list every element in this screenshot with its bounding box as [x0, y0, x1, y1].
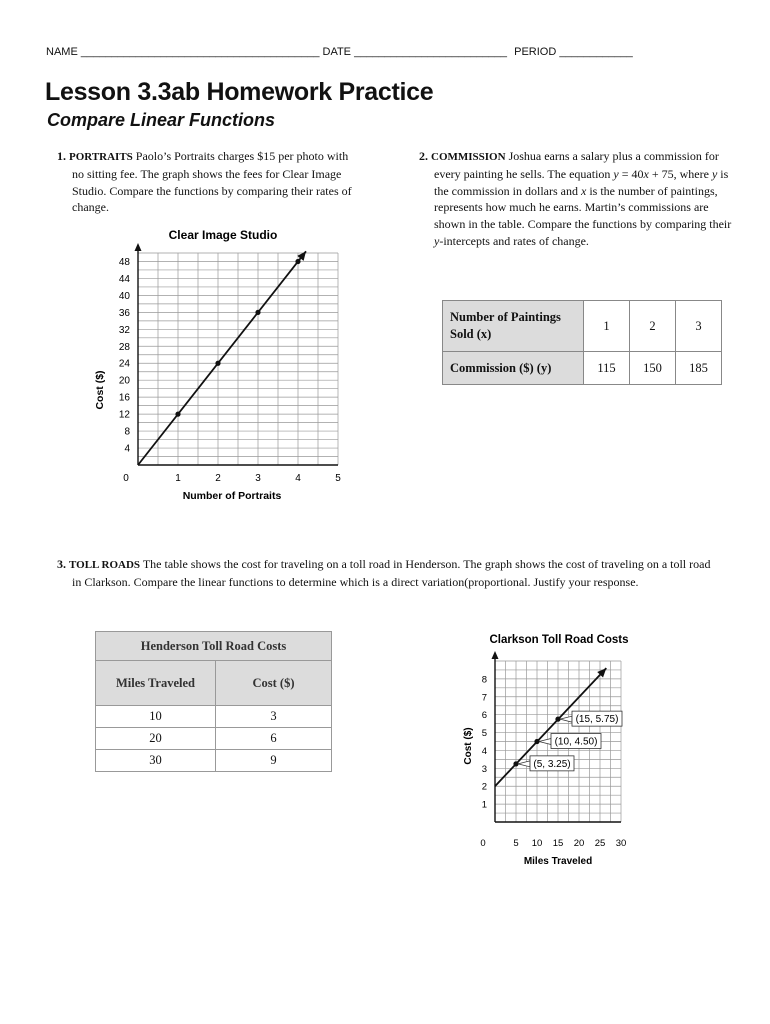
paintings-value: 1: [584, 301, 630, 352]
x-tick-label: 10: [531, 838, 543, 849]
var-y: y: [711, 166, 718, 181]
callout-pointer: [560, 716, 572, 722]
y-axis-arrow: [135, 243, 142, 251]
problem-1-number: 1.: [57, 149, 66, 163]
page-subtitle: Compare Linear Functions: [47, 110, 276, 130]
x-axis-label: Miles Traveled: [523, 856, 593, 867]
commission-value: 185: [676, 352, 722, 385]
problem-3-number: 3.: [57, 557, 66, 571]
callout-pointer: [518, 761, 530, 767]
y-tick-labels: [119, 257, 131, 455]
page-title: Lesson 3.3ab Homework Practice: [45, 78, 434, 106]
series-line-segment: [138, 251, 306, 465]
y-axis-arrow: [492, 651, 499, 659]
problem-2-text-d: -intercepts and rates of change.: [439, 233, 589, 248]
x-tick-label: 0: [123, 473, 129, 484]
cost-header: Cost ($): [216, 661, 332, 706]
problem-3-text: [57, 556, 717, 591]
paintings-value: 3: [676, 301, 722, 352]
commission-value: 150: [630, 352, 676, 385]
y-tick-label: 6: [481, 710, 487, 722]
date-blank[interactable]: _________________________: [354, 46, 508, 58]
header-line: [46, 46, 726, 58]
y-tick-label: 20: [118, 375, 130, 387]
clear-image-studio-chart: [85, 222, 355, 507]
problem-2-text-a: Joshua earns a salary plus a commission for every painting he sells. The equation: [434, 149, 719, 181]
miles-cell: 10: [96, 706, 216, 728]
problem-3-tag: TOLL ROADS: [69, 559, 141, 571]
table-row: [96, 750, 332, 772]
period-blank[interactable]: ____________: [559, 46, 633, 58]
y-axis-label: Cost ($): [94, 370, 106, 410]
x-tick-labels: [480, 838, 626, 849]
y-tick-label: 44: [118, 273, 130, 285]
table-caption-row: [96, 632, 332, 661]
table-row: [443, 301, 722, 352]
problem-2: [419, 148, 734, 250]
problem-1-text: [57, 148, 362, 216]
x-tick-label: 5: [513, 838, 519, 849]
y-tick-label: 3: [481, 763, 487, 775]
problem-2-text-b: is the commission in dollars and: [434, 166, 729, 198]
y-tick-label: 12: [118, 409, 130, 421]
henderson-table: [95, 631, 332, 772]
point-label: (5, 3.25): [533, 758, 571, 770]
y-tick-label: 48: [118, 256, 130, 268]
problem-1-body: Paolo’s Portraits charges $15 per photo with no sitting fee. The graph shows the fees for Clear Image Studio. Compare the functions by comparing their rates of change.: [72, 149, 352, 215]
table-row: [96, 706, 332, 728]
table-caption: Henderson Toll Road Costs: [96, 632, 332, 661]
y-tick-label: 7: [481, 692, 487, 704]
x-tick-label: 30: [615, 838, 627, 849]
y-tick-label: 8: [481, 674, 487, 686]
table-row: [443, 352, 722, 385]
point-label: (15, 5.75): [575, 714, 619, 726]
period-label: PERIOD: [514, 46, 557, 58]
y-tick-label: 4: [124, 443, 130, 455]
point-labels: [518, 711, 622, 771]
x-tick-label: 1: [175, 473, 181, 484]
data-point: [555, 717, 560, 722]
y-tick-labels: [482, 674, 487, 810]
data-point: [215, 361, 220, 366]
var-x: x: [580, 183, 587, 198]
x-tick-label: 4: [295, 473, 301, 484]
point-label: (10, 4.50): [554, 736, 598, 748]
problem-1: [57, 148, 362, 216]
table-header-row: [96, 661, 332, 706]
x-tick-label: 3: [255, 473, 261, 484]
cost-cell: 6: [216, 728, 332, 750]
y-tick-label: 8: [124, 426, 130, 438]
data-point: [175, 412, 180, 417]
y-axis-label: Cost ($): [463, 727, 474, 765]
x-axis-label: Number of Portraits: [182, 490, 282, 502]
y-tick-label: 40: [118, 290, 130, 302]
problem-2-number: 2.: [419, 149, 428, 163]
miles-cell: 30: [96, 750, 216, 772]
callout-pointer: [539, 739, 551, 745]
commission-label: Commission ($) (y): [443, 352, 584, 385]
problem-3: [57, 556, 717, 591]
y-tick-label: 2: [481, 781, 487, 793]
x-tick-label: 5: [335, 473, 341, 484]
commission-table: [442, 300, 722, 385]
paintings-value: 2: [630, 301, 676, 352]
x-tick-label: 20: [573, 838, 585, 849]
x-tick-label: 25: [594, 838, 606, 849]
var-y2: y: [434, 233, 440, 248]
x-tick-label: 0: [480, 838, 486, 849]
y-tick-label: 5: [481, 728, 487, 740]
problem-3-body: The table shows the cost for traveling on a toll road in Henderson. The graph shows the cost of traveling on a toll road in Clarkson. Compare the linear functions to determine which is a direct variation(proportional. Justify your response.: [72, 557, 711, 589]
x-tick-label: 2: [215, 473, 221, 484]
data-point: [295, 259, 300, 264]
cost-cell: 9: [216, 750, 332, 772]
clarkson-toll-chart: [455, 628, 655, 876]
eq-y: y: [613, 166, 619, 181]
chart-title: Clear Image Studio: [168, 228, 278, 242]
x-tick-labels: [123, 473, 341, 484]
y-tick-label: 16: [118, 392, 130, 404]
commission-value: 115: [584, 352, 630, 385]
y-tick-label: 28: [118, 341, 130, 353]
eq-end: + 75, where: [648, 166, 712, 181]
y-tick-label: 4: [481, 745, 487, 757]
y-tick-label: 24: [118, 358, 130, 370]
miles-cell: 20: [96, 728, 216, 750]
y-tick-label: 1: [481, 799, 487, 811]
y-tick-label: 36: [118, 307, 130, 319]
name-label: NAME: [46, 46, 78, 58]
problem-2-text-c: is the number of paintings, represents how much he earns. Martin’s commissions are shown in the table. Compare the functions by comparing their: [434, 183, 732, 232]
table-row: [96, 728, 332, 750]
eq-mid: = 40: [618, 166, 644, 181]
paintings-label: Number of Paintings Sold (x): [443, 301, 584, 352]
eq-x: x: [643, 166, 649, 181]
series-line: [138, 251, 306, 465]
data-point: [255, 310, 260, 315]
data-point: [534, 739, 539, 744]
problem-2-tag: COMMISSION: [431, 151, 506, 163]
cost-cell: 3: [216, 706, 332, 728]
data-point: [513, 761, 518, 766]
chart-title: Clarkson Toll Road Costs: [489, 634, 629, 646]
date-label: DATE: [322, 46, 352, 58]
name-blank[interactable]: _______________________________________: [80, 46, 320, 58]
x-tick-label: 15: [552, 838, 564, 849]
y-tick-label: 32: [118, 324, 130, 336]
problem-1-tag: PORTRAITS: [69, 151, 133, 163]
miles-header: Miles Traveled: [96, 661, 216, 706]
problem-2-text: [419, 148, 734, 250]
